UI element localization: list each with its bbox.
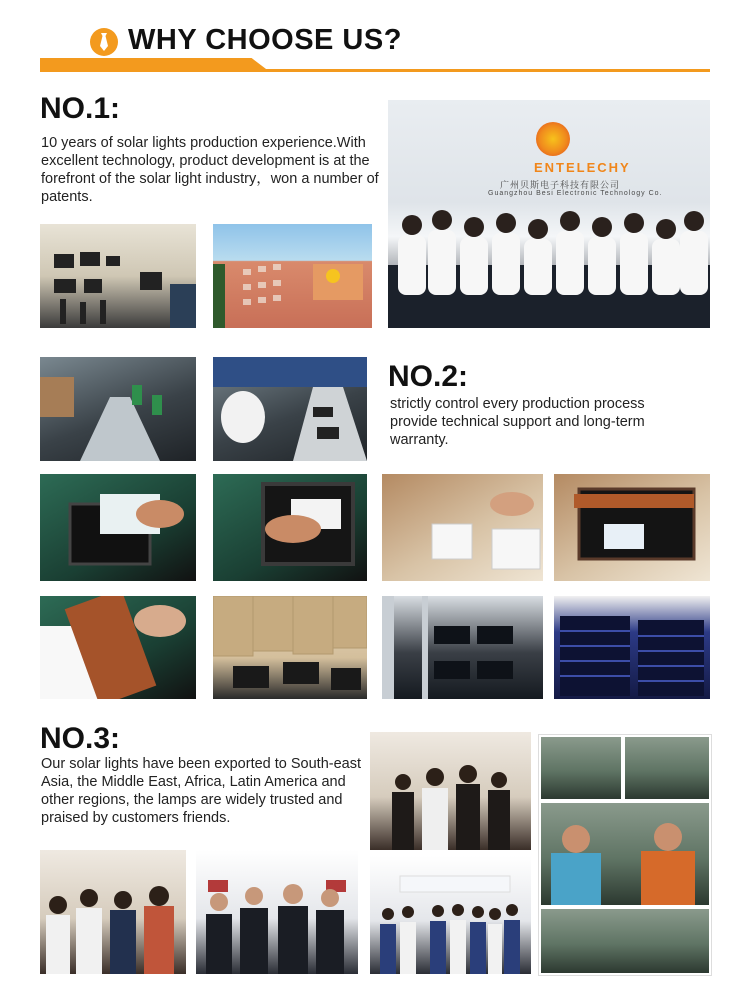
section-text-no2: strictly control every production process provide technical support and long-term warranty.: [390, 396, 645, 448]
section-text-no3: Our solar lights have been exported to South-east Asia, the Middle East, Africa, Latin America and other regions, the lamps are widely trusted and praised by customers friends.: [41, 756, 361, 826]
section-title-no1: NO.1:: [40, 92, 121, 125]
assembly-closeup-photo-1: [40, 474, 196, 581]
exhibition-photo-2: [625, 737, 709, 799]
section-title-no3: NO.3:: [40, 722, 121, 755]
team-photo: [388, 100, 710, 328]
brand-logo: [536, 122, 570, 156]
header-line: [240, 69, 710, 72]
assembly-closeup-photo-2: [213, 474, 367, 581]
soldering-photo: [554, 474, 710, 581]
light-test-photo: [40, 596, 196, 699]
product-stack-photo: [554, 596, 710, 699]
exhibition-collage: [538, 734, 712, 976]
led-chip-photo: [382, 474, 543, 581]
customer-visit-photo-3: [40, 850, 186, 974]
customer-visit-photo-4: [196, 850, 358, 974]
factory-building-photo: [213, 224, 372, 328]
team-group: [388, 195, 710, 328]
tie-icon: [90, 28, 118, 56]
company-sign-english: Guangzhou Besi Electronic Technology Co.: [488, 190, 663, 197]
showroom-photo: [40, 224, 196, 328]
header-underline: [40, 58, 710, 72]
customer-visit-photo-2: [370, 856, 531, 974]
packaging-photo: [213, 596, 367, 699]
brand-logo-text: ENTELECHY: [534, 160, 631, 175]
customer-visit-photo-1: [370, 732, 531, 850]
assembly-line-photo-1: [40, 357, 196, 461]
exhibition-photo-1: [541, 737, 621, 799]
section-title-no2: NO.2:: [388, 360, 469, 393]
section-text-no1: 10 years of solar lights production experience.With excellent technology, product development is at the forefront of the solar light industry，won a number of patents.: [41, 135, 379, 205]
company-sign-chinese: 广州贝斯电子科技有限公司: [500, 180, 621, 190]
exhibition-photo-4: [541, 909, 709, 973]
header-tab-shape: [40, 58, 270, 72]
exhibition-photo-3: [541, 803, 709, 905]
assembly-line-photo-2: [213, 357, 367, 461]
aging-test-rack-photo: [382, 596, 543, 699]
page-title: WHY CHOOSE US?: [128, 24, 402, 56]
